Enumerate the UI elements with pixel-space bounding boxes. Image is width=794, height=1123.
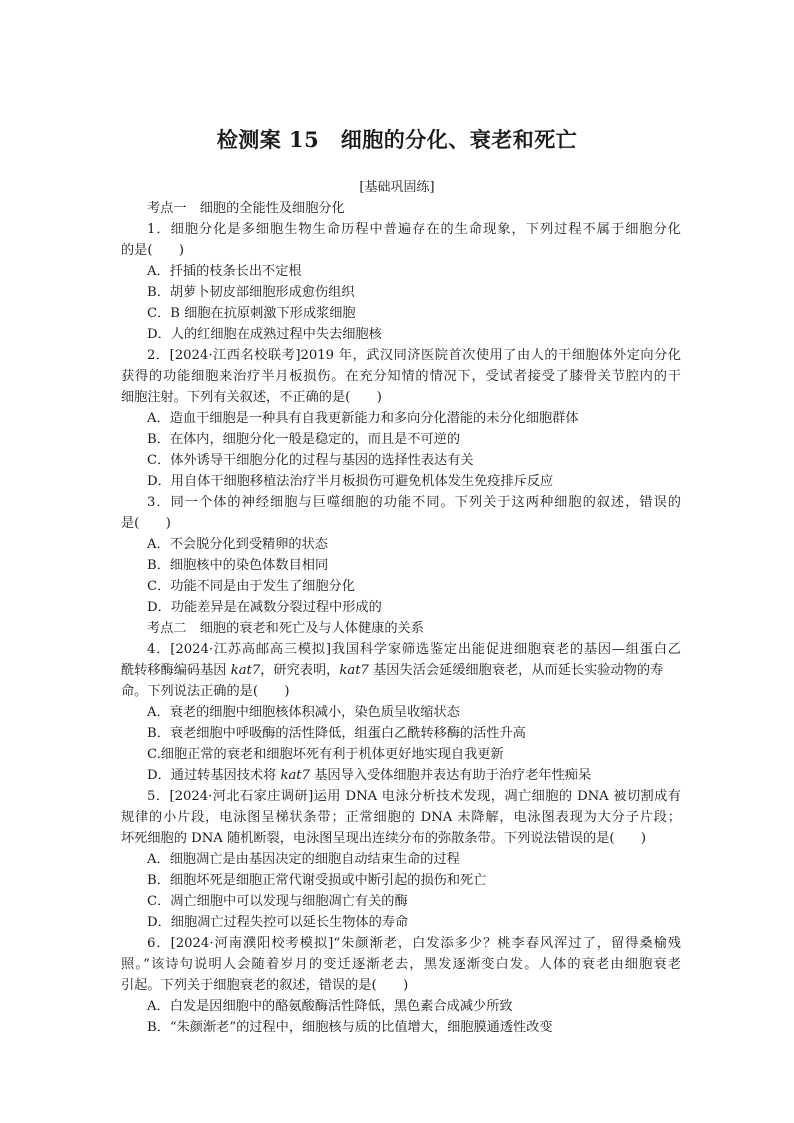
section-subhead: [基础巩固练]: [359, 180, 435, 195]
q4-text-part2: ，研究表明，: [260, 663, 340, 678]
q5-stem-line1: 5．[2024·河北石家庄调研]运用 DNA 电泳分析技术发现，凋亡细胞的 DNA 被切割成有: [147, 789, 681, 804]
q3-option-d: D．功能差异是在减数分裂过程中形成的: [147, 600, 382, 615]
q1-option-c: C．B 细胞在抗原刺激下形成浆细胞: [147, 306, 356, 321]
q2-option-c: C．体外诱导干细胞分化的过程与基因的选择性表达有关: [147, 453, 474, 468]
q4-stem-line1: 4．[2024·江苏高邮高三模拟]我国科学家筛选鉴定出能促进细胞衰老的基因—组蛋白乙: [147, 642, 681, 657]
topic-heading-1: 考点一 细胞的全能性及细胞分化: [147, 201, 345, 216]
q3-option-c: C．功能不同是由于发生了细胞分化: [147, 579, 355, 594]
q4-stem-line3: 命。下列说法正确的是( ): [121, 684, 290, 699]
q4-option-b: B．衰老细胞中呼吸酶的活性降低，组蛋白乙酰转移酶的活性升高: [147, 726, 526, 741]
q4-option-c: C.细胞正常的衰老和细胞坏死有利于机体更好地实现自我更新: [147, 747, 504, 762]
q1-option-a: A．扦插的枝条长出不定根: [147, 264, 302, 279]
q2-option-b: B．在体内，细胞分化一般是稳定的，而且是不可逆的: [147, 432, 461, 447]
topic-heading-2: 考点二 细胞的衰老和死亡及与人体健康的关系: [147, 621, 424, 636]
q6-option-a: A．白发是因细胞中的酪氨酸酶活性降低，黑色素合成减少所致: [147, 999, 513, 1014]
q4-option-a: A．衰老的细胞中细胞核体积减小，染色质呈收缩状态: [147, 705, 460, 720]
q2-stem-line3: 细胞注射。下列有关叙述，不正确的是( ): [121, 390, 382, 405]
q5-stem-line3: 坏死细胞的 DNA 随机断裂，电泳图呈现出连续分布的弥散条带。下列说法错误的是( ): [121, 831, 647, 846]
q5-option-a: A．细胞凋亡是由基因决定的细胞自动结束生命的过程: [147, 852, 460, 867]
q3-stem-line2: 是( ): [121, 516, 171, 531]
q4-text-part3: 基因失活会延缓细胞衰老，从而延长实验动物的寿: [368, 663, 664, 678]
q3-option-a: A．不会脱分化到受精卵的状态: [147, 537, 328, 552]
q2-option-d: D．用自体干细胞移植法治疗半月板损伤可避免机体发生免疫排斥反应: [147, 474, 554, 489]
q6-option-b: B．“朱颜渐老”的过程中，细胞核与质的比值增大，细胞膜通透性改变: [147, 1020, 553, 1035]
gene-name: kat7: [230, 663, 261, 678]
q5-stem-line2: 规律的小片段，电泳图呈梯状条带；正常细胞的 DNA 未降解，电泳图表现为大分子片段；: [121, 810, 681, 825]
q2-option-a: A．造血干细胞是一种具有自我更新能力和多向分化潜能的未分化细胞群体: [147, 411, 579, 426]
q6-stem-line1: 6．[2024·河南濮阳校考模拟]“朱颜渐老，白发添多少？桃李春风浑过了，留得桑榆残: [147, 936, 681, 951]
q5-option-d: D．细胞凋亡过程失控可以延长生物体的寿命: [147, 915, 409, 930]
q4-option-d: [147, 765, 681, 786]
q4-stem-line2: [121, 660, 681, 681]
page-title: 检测案 15 细胞的分化、衰老和死亡: [216, 127, 578, 152]
gene-name: kat7: [339, 663, 369, 678]
q6-stem-line3: 引起。下列关于细胞衰老的叙述，错误的是( ): [121, 978, 409, 993]
q4-text-part1: 酰转移酶编码基因: [121, 663, 231, 678]
q1-stem-line1: 1．细胞分化是多细胞生物生命历程中普遍存在的生命现象，下列过程不属于细胞分化: [147, 222, 681, 237]
q5-option-c: C．凋亡细胞中可以发现与细胞凋亡有关的酶: [147, 894, 408, 909]
q4-d-part2: 基因导入受体细胞并表达有助于治疗老年性痴呆: [310, 768, 592, 783]
gene-name: kat7: [280, 768, 310, 783]
q3-stem-line1: 3．同一个体的神经细胞与巨噬细胞的功能不同。下列关于这两种细胞的叙述，错误的: [147, 495, 681, 510]
q1-stem-line2: 的是( ): [121, 243, 185, 258]
q1-option-d: D．人的红细胞在成熟过程中失去细胞核: [147, 327, 382, 342]
q2-stem-line2: 获得的功能细胞来治疗半月板损伤。在充分知情的情况下，受试者接受了膝骨关节腔内的干: [121, 369, 681, 384]
q6-stem-line2: 照。”该诗句说明人会随着岁月的变迁逐渐老去，黑发逐渐变白发。人体的衰老由细胞衰老: [121, 957, 681, 972]
q2-stem-line1: 2．[2024·江西名校联考]2019 年，武汉同济医院首次使用了由人的干细胞体外定向分化: [147, 348, 681, 363]
q5-option-b: B．细胞坏死是细胞正常代谢受损或中断引起的损伤和死亡: [147, 873, 487, 888]
q3-option-b: B．细胞核中的染色体数目相同: [147, 558, 329, 573]
q1-option-b: B．胡萝卜韧皮部细胞形成愈伤组织: [147, 285, 355, 300]
q4-d-part1: D．通过转基因技术将: [147, 768, 281, 783]
